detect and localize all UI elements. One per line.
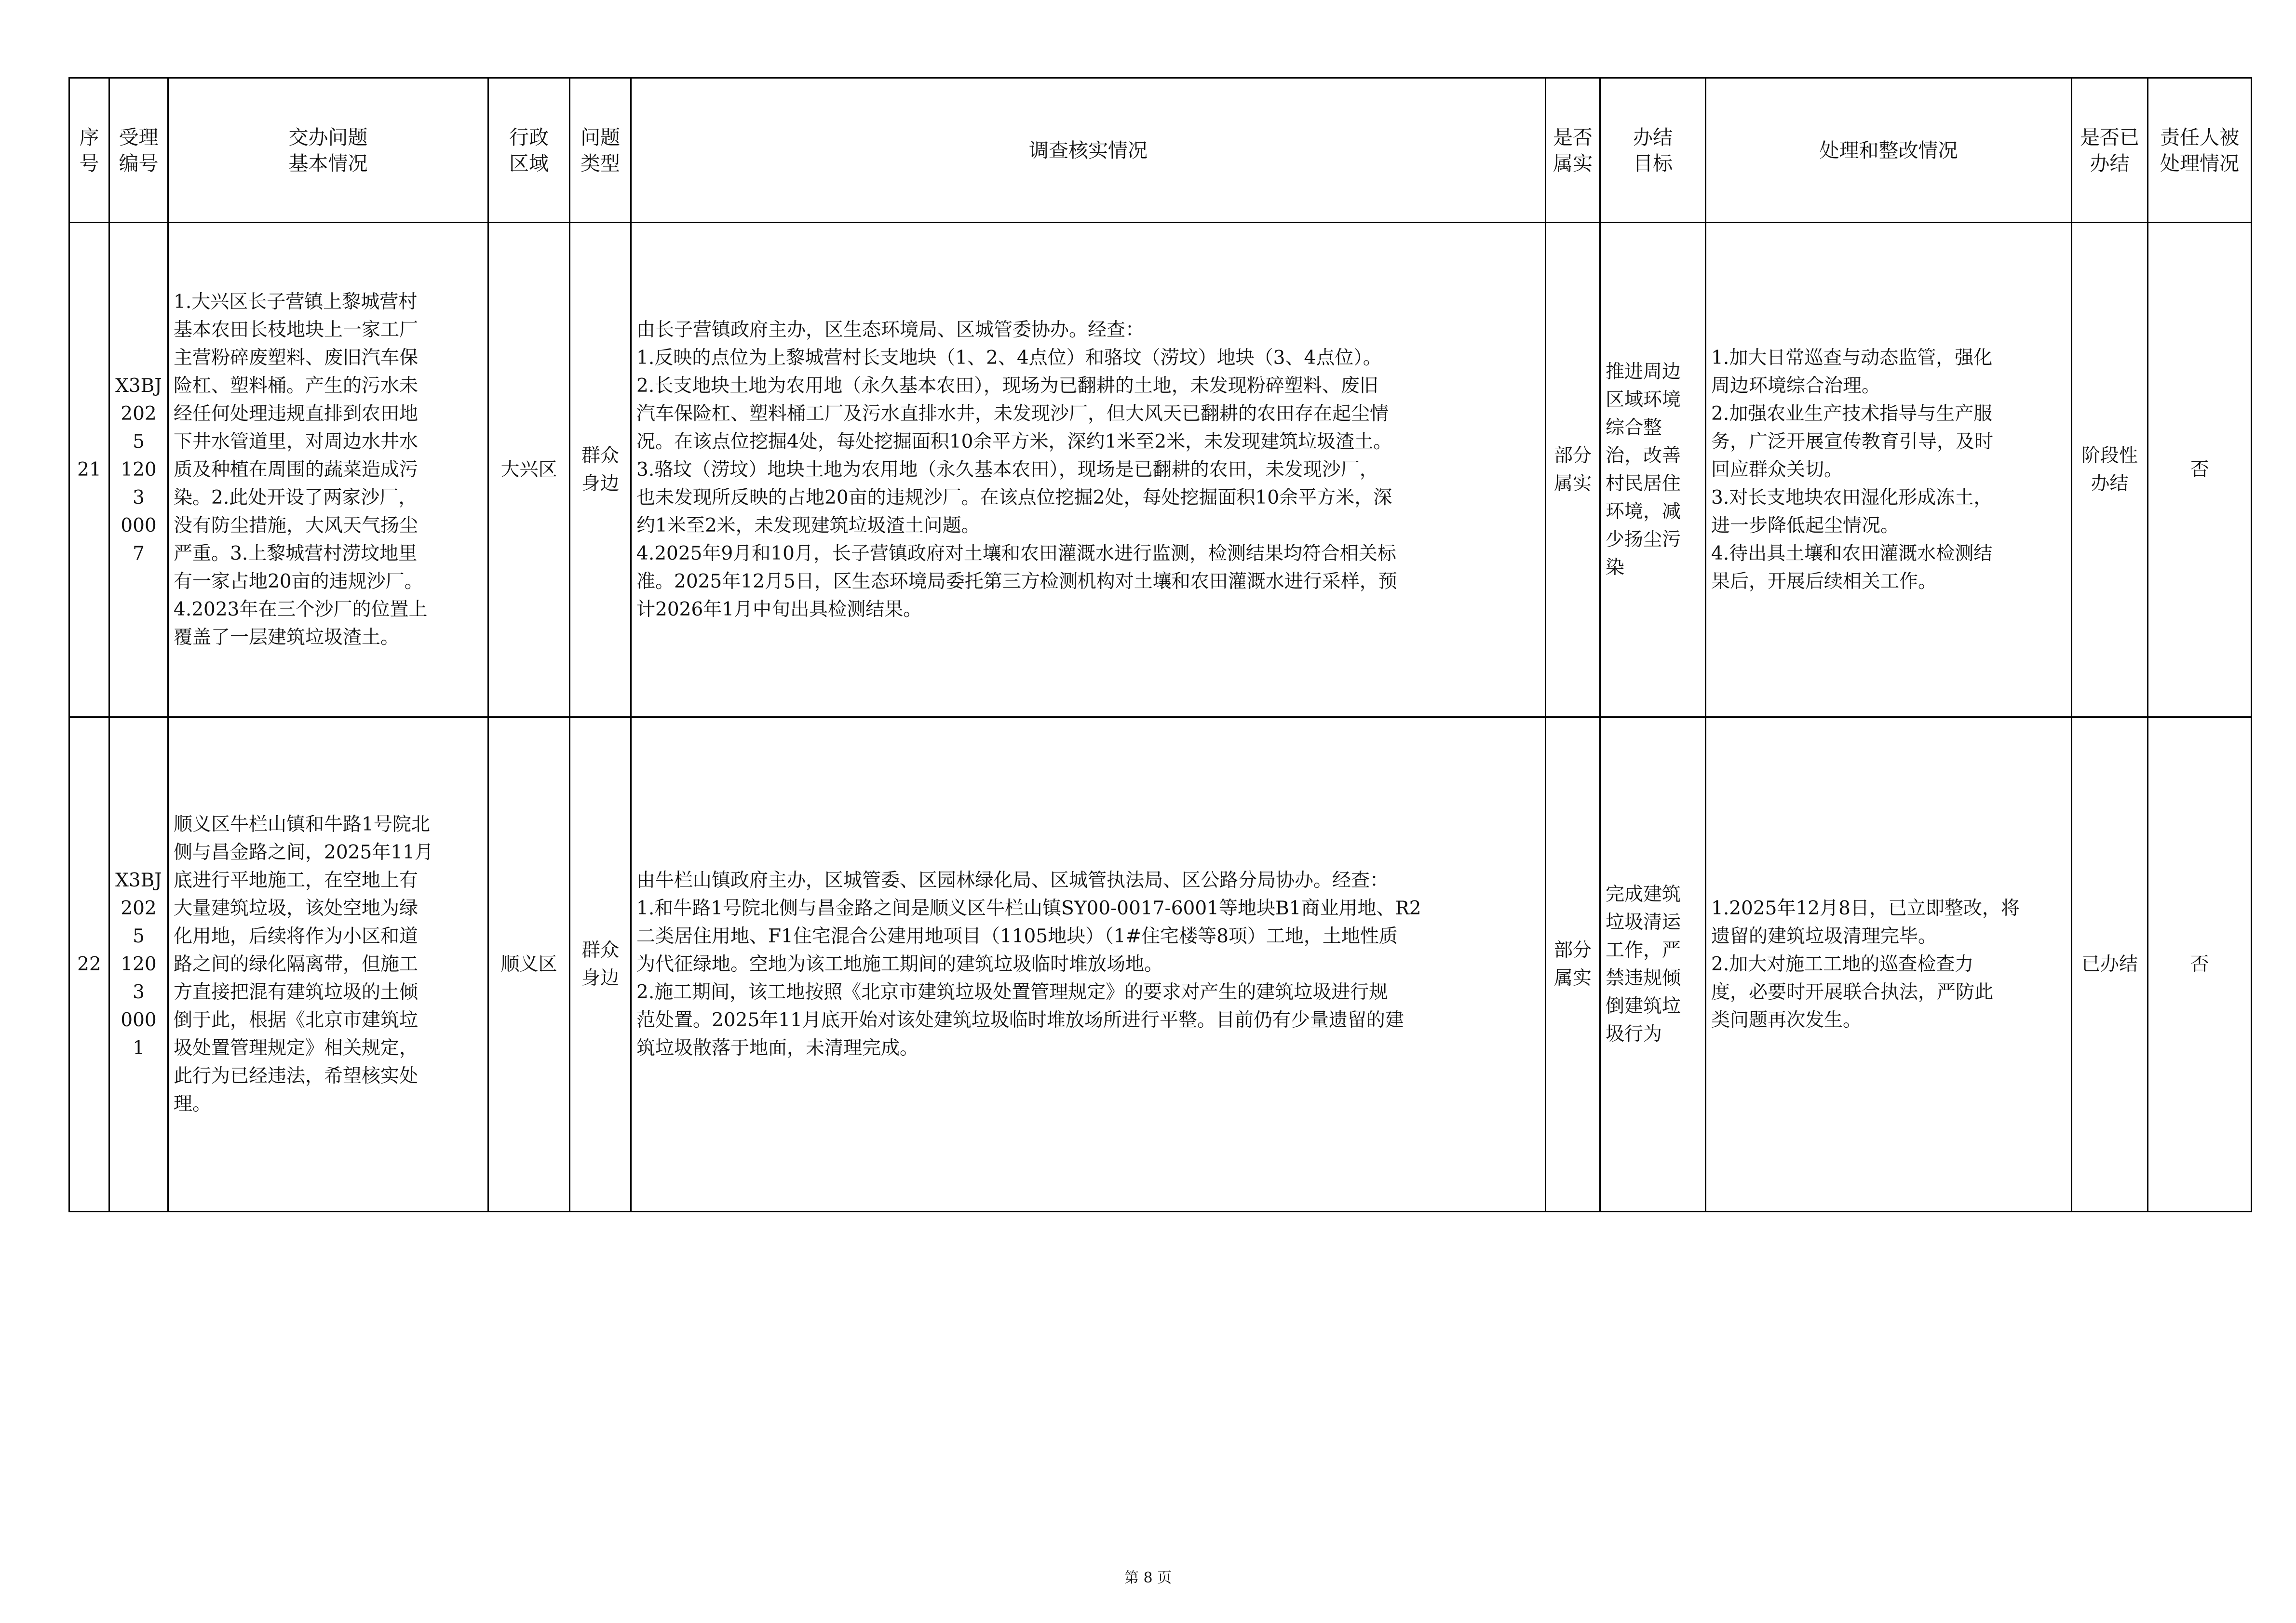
- goal-cell-line: 治，改善: [1606, 444, 1681, 467]
- seq-cell: 22: [69, 717, 109, 1212]
- header-closed: [2072, 78, 2148, 223]
- header-line: 交办问题: [288, 125, 368, 149]
- case-id-cell-line: 0001: [121, 1009, 157, 1059]
- basic-info-cell: [168, 717, 488, 1212]
- basic-info-cell-line: 理。: [174, 1093, 212, 1115]
- type-cell: [570, 717, 631, 1212]
- investigation-cell-line: 由长子营镇政府主办，区生态环境局、区城管委协办。经查：: [636, 319, 1145, 341]
- case-id-cell-line: 2025: [121, 897, 157, 947]
- goal-cell-line: 少扬尘污: [1606, 528, 1681, 550]
- accountability-cell: 否: [2148, 717, 2252, 1212]
- case-id-cell-line: 2025: [121, 402, 157, 453]
- basic-info-cell-line: 4.2023年在三个沙厂的位置上: [174, 598, 428, 620]
- handling-cell: [1706, 223, 2072, 717]
- investigation-cell-line: 为代征绿地。空地为该工地施工期间的建筑垃圾临时堆放场地。: [636, 953, 1163, 975]
- handling-cell-line: 进一步降低起尘情况。: [1711, 514, 1900, 537]
- case-id-cell-line: 1203: [121, 953, 157, 1003]
- goal-cell-line: 完成建筑: [1606, 883, 1681, 905]
- header-line: 是否: [1553, 125, 1593, 149]
- investigation-cell-line: 由牛栏山镇政府主办，区城管委、区园林绿化局、区城管执法局、区公路分局协办。经查：: [636, 869, 1389, 891]
- investigation-cell-line: 筑垃圾散落于地面，未清理完成。: [636, 1037, 919, 1059]
- case-id-cell: [109, 223, 168, 717]
- header-accountability: [2148, 78, 2252, 223]
- investigation-cell-line: 况。在该点位挖掘4处，每处挖掘面积10余平方米，深约1米至2米，未发现建筑垃圾渣土。: [636, 430, 1392, 453]
- investigation-cell-line: 汽车保险杠、塑料桶工厂及污水直排水井，未发现沙厂，但大风天已翻耕的农田存在起尘情: [636, 402, 1389, 425]
- handling-cell-line: 遗留的建筑垃圾清理完毕。: [1711, 925, 1937, 947]
- verified-cell-line: 部分: [1553, 939, 1592, 961]
- investigation-cell-line: 范处置。2025年11月底开始对该处建筑垃圾临时堆放场所进行平整。目前仍有少量遗留的建: [636, 1009, 1404, 1031]
- handling-cell-line: 周边环境综合治理。: [1711, 375, 1881, 397]
- accountability-cell: 否: [2148, 223, 2252, 717]
- basic-info-cell-line: 化用地，后续将作为小区和道: [174, 925, 419, 947]
- closed-cell-line: 已办结: [2081, 953, 2138, 975]
- basic-info-cell-line: 染。2.此处开设了两家沙厂，: [174, 486, 418, 509]
- handling-cell-line: 4.待出具土壤和农田灌溉水检测结: [1711, 542, 1993, 564]
- closed-cell: [2072, 223, 2148, 717]
- handling-cell: [1706, 717, 2072, 1212]
- basic-info-cell-line: 险杠、塑料桶。产生的污水未: [174, 375, 419, 397]
- goal-cell-line: 工作，严: [1606, 939, 1681, 961]
- basic-info-cell-line: 此行为已经违法，希望核实处: [174, 1065, 419, 1087]
- basic-info-cell-line: 方直接把混有建筑垃圾的土倾: [174, 981, 419, 1003]
- case-id-cell: [109, 717, 168, 1212]
- header-line: 办结: [2090, 151, 2130, 175]
- closed-cell-line: 办结: [2091, 472, 2129, 495]
- basic-info-cell-line: 有一家占地20亩的违规沙厂。: [174, 570, 423, 592]
- header-basic-info: [168, 78, 488, 223]
- table-row: [69, 223, 2252, 717]
- type-cell-line: 身边: [581, 967, 619, 989]
- header-type: [570, 78, 631, 223]
- header-row: [69, 78, 2252, 223]
- header-investigation: [631, 78, 1546, 223]
- type-cell-line: 群众: [581, 444, 619, 467]
- case-id-cell-line: X3BJ: [115, 869, 162, 891]
- basic-info-cell-line: 质及种植在周围的蔬菜造成污: [174, 458, 419, 481]
- basic-info-cell-line: 圾处置管理规定》相关规定，: [174, 1037, 419, 1059]
- handling-cell-line: 回应群众关切。: [1711, 458, 1843, 481]
- header-handling: [1706, 78, 2072, 223]
- header-line: 调查核实情况: [1029, 138, 1148, 162]
- handling-cell-line: 类问题再次发生。: [1711, 1009, 1862, 1031]
- header-goal: [1600, 78, 1706, 223]
- basic-info-cell-line: 1.大兴区长子营镇上黎城营村: [174, 291, 418, 313]
- investigation-cell-line: 1.反映的点位为上黎城营村长支地块（1、2、4点位）和骆坟（涝坟）地块（3、4点位）。: [636, 347, 1382, 369]
- goal-cell-line: 倒建筑垃: [1606, 995, 1681, 1017]
- header-line: 属实: [1553, 151, 1593, 175]
- investigation-cell-line: 3.骆坟（涝坟）地块土地为农用地（永久基本农田），现场是已翻耕的农田，未发现沙厂，: [636, 458, 1378, 481]
- handling-cell-line: 务，广泛开展宣传教育引导，及时: [1711, 430, 1994, 453]
- header-line: 编号: [119, 151, 159, 175]
- header-line: 号: [79, 151, 99, 175]
- verified-cell-line: 属实: [1553, 967, 1592, 989]
- basic-info-cell-line: 下井水管道里，对周边水井水: [174, 430, 419, 453]
- header-line: 处理情况: [2160, 151, 2239, 175]
- closed-cell-line: 阶段性: [2081, 444, 2138, 467]
- handling-cell-line: 果后，开展后续相关工作。: [1711, 570, 1937, 592]
- investigation-cell-line: 计2026年1月中旬出具检测结果。: [636, 598, 922, 620]
- goal-cell-line: 综合整: [1606, 416, 1662, 439]
- goal-cell-line: 圾行为: [1606, 1023, 1662, 1045]
- header-line: 目标: [1633, 151, 1673, 175]
- goal-cell-line: 推进周边: [1606, 361, 1681, 383]
- district-cell: 大兴区: [488, 223, 570, 717]
- basic-info-cell-line: 主营粉碎废塑料、废旧汽车保: [174, 347, 419, 369]
- header-district: [488, 78, 570, 223]
- header-line: 责任人被: [2160, 125, 2239, 149]
- goal-cell-line: 环境，减: [1606, 500, 1681, 523]
- case-id-cell-line: 0007: [121, 514, 157, 564]
- type-cell: [570, 223, 631, 717]
- investigation-cell: [631, 223, 1546, 717]
- goal-cell-line: 村民居住: [1606, 472, 1681, 495]
- goal-cell: [1600, 717, 1706, 1212]
- verified-cell: [1546, 223, 1600, 717]
- investigation-cell-line: 2.长支地块土地为农用地（永久基本农田），现场为已翻耕的土地，未发现粉碎塑料、废旧: [636, 375, 1378, 397]
- basic-info-cell-line: 底进行平地施工，在空地上有: [174, 869, 419, 891]
- case-id-cell-line: X3BJ: [115, 375, 162, 397]
- investigation-cell: [631, 717, 1546, 1212]
- investigation-cell-line: 也未发现所反映的占地20亩的违规沙厂。在该点位挖掘2处，每处挖掘面积10余平方米，深: [636, 486, 1392, 509]
- goal-cell-line: 禁违规倾: [1606, 967, 1681, 989]
- page-number: 第 8 页: [1124, 1569, 1172, 1586]
- header-line: 处理和整改情况: [1819, 138, 1958, 162]
- district-cell: 顺义区: [488, 717, 570, 1212]
- investigation-cell-line: 准。2025年12月5日，区生态环境局委托第三方检测机构对土壤和农田灌溉水进行采样，预: [636, 570, 1397, 592]
- investigation-cell-line: 约1米至2米，未发现建筑垃圾渣土问题。: [636, 514, 980, 537]
- basic-info-cell-line: 倒于此，根据《北京市建筑垃: [174, 1009, 419, 1031]
- handling-cell-line: 度，必要时开展联合执法，严防此: [1711, 981, 1994, 1003]
- header-line: 类型: [581, 151, 620, 175]
- table-row: [69, 717, 2252, 1212]
- basic-info-cell-line: 没有防尘措施，大风天气扬尘: [174, 514, 419, 537]
- goal-cell: [1600, 223, 1706, 717]
- table-body: [69, 223, 2252, 1212]
- type-cell-line: 群众: [581, 939, 619, 961]
- basic-info-cell-line: 覆盖了一层建筑垃圾渣土。: [174, 626, 400, 648]
- handling-cell-line: 2.加强农业生产技术指导与生产服: [1711, 402, 1993, 425]
- handling-cell-line: 3.对长支地块农田湿化形成冻土，: [1711, 486, 1993, 509]
- case-table: [68, 77, 2252, 1212]
- handling-cell-line: 1.加大日常巡查与动态监管，强化: [1711, 347, 1993, 369]
- basic-info-cell-line: 顺义区牛栏山镇和牛路1号院北: [174, 813, 430, 835]
- basic-info-cell-line: 侧与昌金路之间，2025年11月: [174, 841, 433, 863]
- basic-info-cell-line: 经任何处理违规直排到农田地: [174, 402, 419, 425]
- investigation-cell-line: 1.和牛路1号院北侧与昌金路之间是顺义区牛栏山镇SY00-0017-6001等地块B1商业用地、R2: [636, 897, 1421, 919]
- header-seq: [69, 78, 109, 223]
- goal-cell-line: 区域环境: [1606, 389, 1681, 411]
- header-line: 问题: [581, 125, 620, 149]
- verified-cell-line: 属实: [1553, 472, 1592, 495]
- handling-cell-line: 2.加大对施工工地的巡查检查力: [1711, 953, 1974, 975]
- goal-cell-line: 染: [1606, 556, 1625, 578]
- basic-info-cell-line: 路之间的绿化隔离带，但施工: [174, 953, 419, 975]
- closed-cell: [2072, 717, 2148, 1212]
- verified-cell-line: 部分: [1553, 444, 1592, 467]
- investigation-cell-line: 二类居住用地、F1住宅混合公建用地项目（1105地块）（1#住宅楼等8项）工地，土地性质: [636, 925, 1398, 947]
- header-line: 办结: [1633, 125, 1673, 149]
- handling-cell-line: 1.2025年12月8日，已立即整改，将: [1711, 897, 2020, 919]
- type-cell-line: 身边: [581, 472, 619, 495]
- investigation-cell-line: 2.施工期间，该工地按照《北京市建筑垃圾处置管理规定》的要求对产生的建筑垃圾进行规: [636, 981, 1388, 1003]
- basic-info-cell: [168, 223, 488, 717]
- header-line: 是否已: [2080, 125, 2139, 149]
- header-line: 区域: [509, 151, 549, 175]
- investigation-cell-line: 4.2025年9月和10月，长子营镇政府对土壤和农田灌溉水进行监测，检测结果均符合相关标: [636, 542, 1396, 564]
- case-id-cell-line: 1203: [121, 458, 157, 509]
- basic-info-cell-line: 大量建筑垃圾，该处空地为绿: [174, 897, 419, 919]
- header-case-id: [109, 78, 168, 223]
- basic-info-cell-line: 严重。3.上黎城营村涝坟地里: [174, 542, 418, 564]
- seq-cell: 21: [69, 223, 109, 717]
- header-line: 序: [79, 125, 99, 149]
- header-line: 行政: [509, 125, 549, 149]
- header-line: 受理: [119, 125, 159, 149]
- verified-cell: [1546, 717, 1600, 1212]
- header-verified: [1546, 78, 1600, 223]
- basic-info-cell-line: 基本农田长枝地块上一家工厂: [174, 319, 419, 341]
- header-line: 基本情况: [288, 151, 368, 175]
- goal-cell-line: 垃圾清运: [1606, 911, 1681, 933]
